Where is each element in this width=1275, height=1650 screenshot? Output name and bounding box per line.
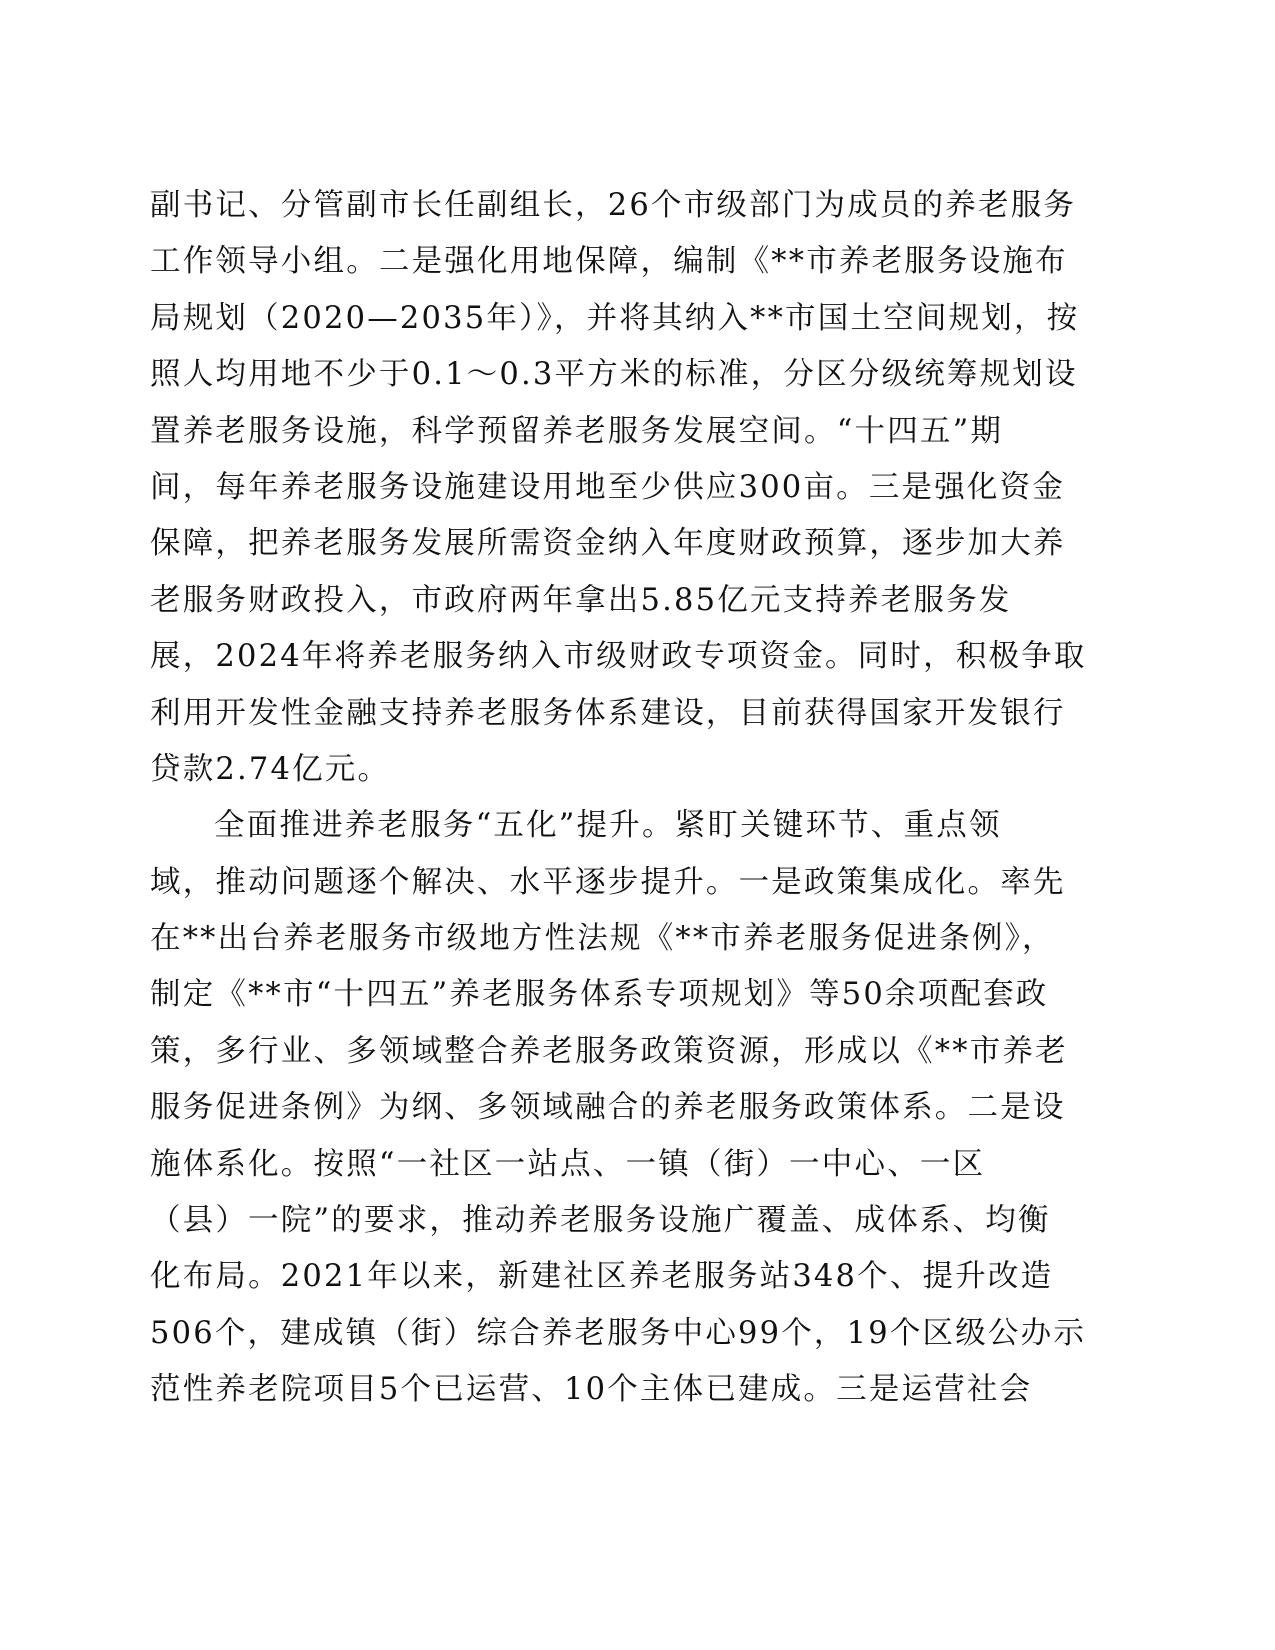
text-line: 化布局。2021年以来，新建社区养老服务站348个、提升改造 xyxy=(150,1259,1054,1295)
text-line: 制定《**市“十四五”养老服务体系专项规划》等50余项配套政 xyxy=(150,977,1049,1013)
text-line: 服务促进条例》为纲、多领域融合的养老服务政策体系。二是设 xyxy=(150,1090,1066,1126)
text-line: 策，多行业、多领域整合养老服务政策资源，形成以《**市养老 xyxy=(150,1033,1068,1069)
text-line: 在**出台养老服务市级地方性法规《**市养老服务促进条例》， xyxy=(150,921,1055,957)
text-line: 贷款2.74亿元。 xyxy=(150,751,391,787)
text-line: 利用开发性金融支持养老服务体系建设，目前获得国家开发银行 xyxy=(150,695,1066,731)
text-line: 局规划（2020—2035年）》，并将其纳入**市国土空间规划，按 xyxy=(150,300,1080,336)
text-line: 施体系化。按照“一社区一站点、一镇（街）一中心、一区 xyxy=(150,1146,986,1182)
text-line: 副书记、分管副市长任副组长，26个市级部门为成员的养老服务 xyxy=(150,188,1077,223)
text-line: 范性养老院项目5个已运营、10个主体已建成。三是运营社会 xyxy=(150,1372,1033,1408)
text-line: （县）一院”的要求，推动养老服务设施广覆盖、成体系、均衡 xyxy=(150,1203,1051,1239)
text-line: 506个，建成镇（街）综合养老服务中心99个，19个区级公办示 xyxy=(150,1315,1087,1351)
text-line: 照人均用地不少于0.1～0.3平方米的标准，分区分级统筹规划设 xyxy=(150,357,1078,393)
body-text xyxy=(150,178,1110,1419)
text-line: 展，2024年将养老服务纳入市级财政专项资金。同时，积极争取 xyxy=(150,639,1087,675)
paragraph-start-line: 全面推进养老服务“五化”提升。紧盯关键环节、重点领 xyxy=(214,808,1002,844)
text-line: 域，推动问题逐个解决、水平逐步提升。一是政策集成化。率先 xyxy=(150,864,1066,900)
text-line: 工作领导小组。二是强化用地保障，编制《**市养老服务设施布 xyxy=(150,244,1068,280)
text-line: 保障，把养老服务发展所需资金纳入年度财政预算，逐步加大养 xyxy=(150,526,1066,562)
text-line: 置养老服务设施，科学预留养老服务发展空间。“十四五”期 xyxy=(150,413,1004,449)
text-line: 老服务财政投入，市政府两年拿出5.85亿元支持养老服务发 xyxy=(150,582,1012,618)
text-line: 间，每年养老服务设施建设用地至少供应300亩。三是强化资金 xyxy=(150,469,1066,505)
